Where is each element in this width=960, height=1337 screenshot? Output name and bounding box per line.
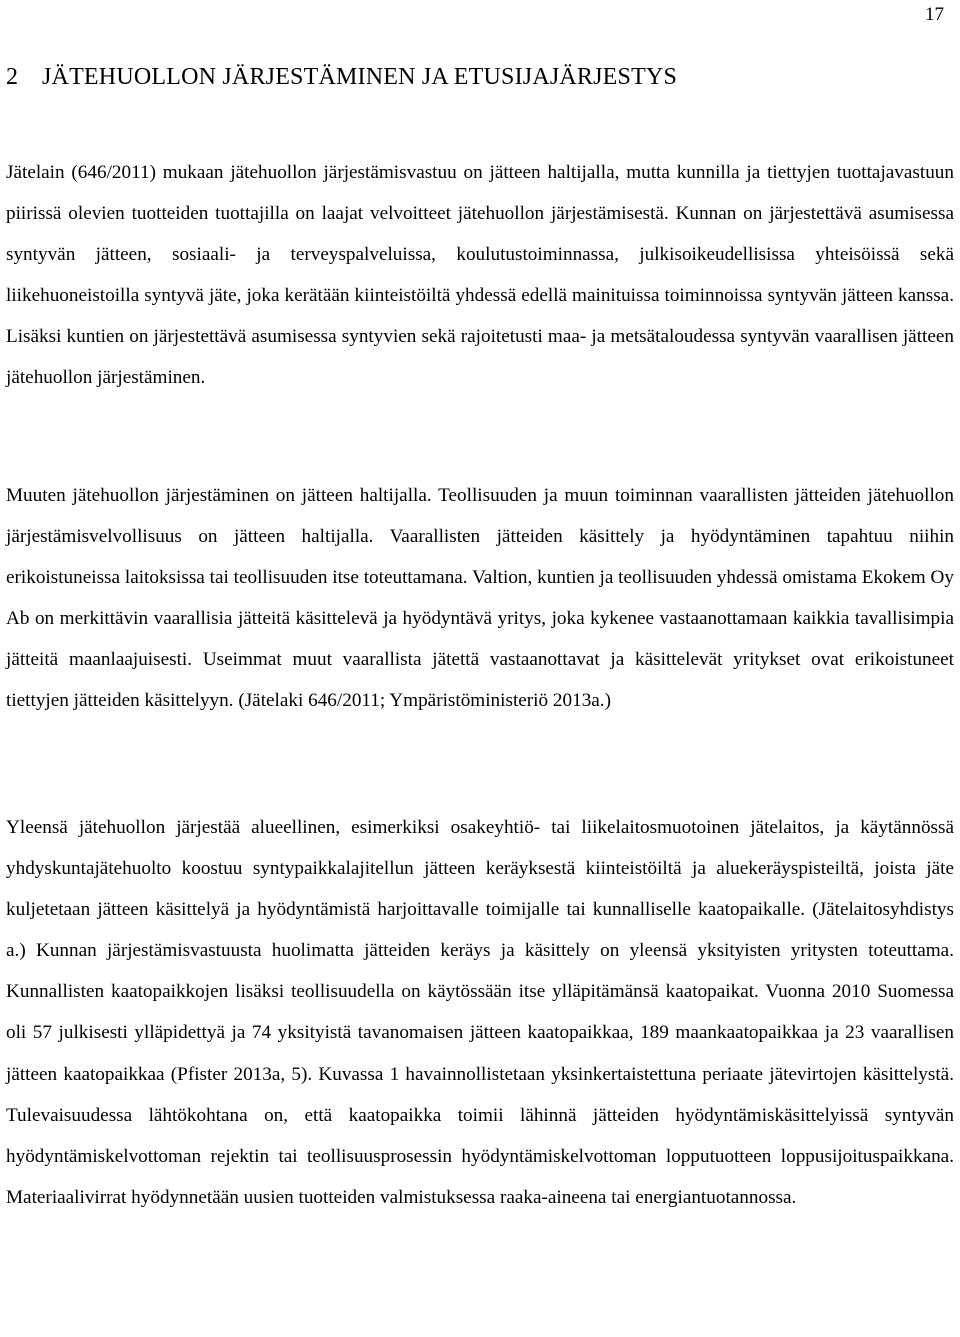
body-paragraph-2: Muuten jätehuollon järjestäminen on jätteen haltijalla. Teollisuuden ja muun toiminnan vaarallisten jätteiden jätehuollon järjestämisvelvollisuus on jätteen haltijalla. Vaarallisten jätteiden käsittely ja hyödyntäminen tapahtuu niihin erikoistuneissa laitoksissa tai teollisuuden itse toteuttamana. Valtion, kuntien ja teollisuuden yhdessä omistama Ekokem Oy Ab on merkittävin vaarallisia jätteitä käsittelevä ja hyödyntävä yritys, joka kykenee vastaanottamaan kaikkia tavallisimpia jätteitä maanlaajuisesti. Useimmat muut vaarallista jätettä vastaanottavat ja käsittelevät yritykset ovat erikoistuneet tiettyjen jätteiden käsittelyyn. (Jätelaki 646/2011; Ympäristöministeriö 2013a.) [6, 485, 954, 712]
chapter-heading [6, 64, 677, 91]
chapter-number: 2 [6, 64, 19, 90]
page-number: 17 [925, 4, 944, 25]
body-paragraph-3: Yleensä jätehuollon järjestää alueellinen, esimerkiksi osakeyhtiö- tai liikelaitosmuotoinen jätelaitos, ja käytännössä yhdyskuntajätehuolto koostuu syntypaikkalajitellun jätteen keräyksestä kiinteistöiltä ja aluekeräyspisteiltä, joista jäte kuljetetaan jätteen käsittelyä ja hyödyntämistä harjoittavalle toimijalle tai kunnalliselle kaatopaikalle. (Jätelaitosyhdistys a.) Kunnan järjestämisvastuusta huolimatta jätteiden keräys ja käsittely on yleensä yksityisten yritysten toteuttama. Kunnallisten kaatopaikkojen lisäksi teollisuudella on käytössään itse ylläpitämänsä kaatopaikat. Vuonna 2010 Suomessa oli 57 julkisesti ylläpidettyä ja 74 yksityistä tavanomaisen jätteen kaatopaikkaa, 189 maankaatopaikkaa ja 23 vaarallisen jätteen kaatopaikkaa (Pfister 2013a, 5). Kuvassa 1 havainnollistetaan yksinkertaistettuna periaate jätevirtojen käsittelystä. Tulevaisuudessa lähtökohtana on, että kaatopaikka toimii lähinnä jätteiden hyödyntämiskäsittelyissä syntyvän hyödyntämiskelvottoman rejektin tai teollisuusprosessin hyödyntämiskelvottoman lopputuotteen loppusijoituspaikkana. Materiaalivirrat hyödynnetään uusien tuotteiden valmistuksessa raaka-aineena tai energiantuotannossa. [6, 817, 954, 1208]
chapter-title: JÄTEHUOLLON JÄRJESTÄMINEN JA ETUSIJAJÄRJESTYS [42, 64, 678, 90]
body-paragraph-1: Jätelain (646/2011) mukaan jätehuollon järjestämisvastuu on jätteen haltijalla, mutta kunnilla ja tiettyjen tuottajavastuun piirissä olevien tuotteiden tuottajilla on laajat velvoitteet jätehuollon järjestämisestä. Kunnan on järjestettävä asumisessa syntyvän jätteen, sosiaali- ja terveyspalveluissa, koulutustoiminnassa, julkisoikeudellisissa yhteisöissä sekä liikehuoneistoilla syntyvä jäte, joka kerätään kiinteistöiltä yhdessä edellä mainituissa toiminnoissa syntyvän jätteen kanssa. Lisäksi kuntien on järjestettävä asumisessa syntyvien sekä rajoitetusti maa- ja metsätaloudessa syntyvän vaarallisen jätteen jätehuollon järjestäminen. [6, 162, 954, 389]
